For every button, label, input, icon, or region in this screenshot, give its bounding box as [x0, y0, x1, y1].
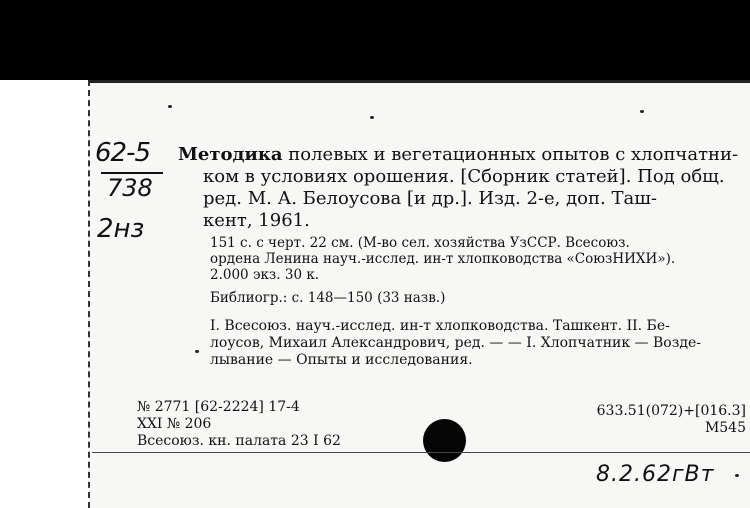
- physical-description-line: ордена Ленина науч.-исслед. ин-т хлопководства «СоюзНИХИ»).: [210, 251, 676, 267]
- card-fold-line: [92, 452, 750, 453]
- scan-background-top: [0, 0, 750, 80]
- title-block: [178, 144, 738, 232]
- title-line-text: полевых и вегетационных опытов с хлопчатни-: [282, 144, 739, 165]
- tracing-line: лывание — Опыты и исследования.: [210, 352, 473, 368]
- scan-speck: [168, 105, 172, 108]
- physical-description-line: 2.000 экз. 30 к.: [210, 267, 320, 283]
- physical-description: [210, 235, 745, 283]
- tracing-line: I. Всесоюз. науч.-исслед. ин-т хлопководства. Ташкент. II. Бе-: [210, 318, 670, 334]
- registration-block: [137, 399, 341, 450]
- shelfmark-cutter-number: 738: [107, 174, 153, 202]
- physical-description-line: 151 с. с черт. 22 см. (М-во сел. хозяйства УзССР. Всесоюз.: [210, 235, 630, 251]
- tracing-line: лоусов, Михаил Александрович, ред. — — I. Хлопчатник — Возде-: [210, 335, 701, 351]
- udc-index: 633.51(072)+[016.3]: [596, 403, 746, 419]
- scan-speck: [640, 110, 644, 113]
- classification-block: [597, 403, 746, 437]
- registration-line: XXI № 206: [137, 416, 212, 432]
- title-lead-word: Методика: [178, 144, 283, 165]
- bibliography-note: Библиогр.: с. 148—150 (33 назв.): [210, 290, 446, 306]
- scan-margin-left: [0, 80, 88, 505]
- scan-speck: [195, 350, 199, 353]
- handwritten-date: 8.2.62гВт: [596, 462, 715, 487]
- title-line: ком в условиях орошения. [Сборник статей]. Под общ.: [203, 166, 725, 187]
- tracings: [210, 318, 745, 369]
- registration-line: Всесоюз. кн. палата 23 I 62: [137, 433, 341, 449]
- registration-line: № 2771 [62-2224] 17-4: [137, 399, 300, 415]
- title-line: ред. М. А. Белоусова [и др.]. Изд. 2-е, доп. Таш-: [203, 188, 658, 209]
- author-sign: М545: [704, 420, 746, 436]
- punch-hole: [423, 419, 466, 462]
- title-line: кент, 1961.: [203, 210, 310, 231]
- shelfmark-handwritten-mark: 2нз: [97, 214, 145, 244]
- scan-speck: [370, 116, 374, 119]
- title-line: [178, 144, 738, 166]
- scan-speck: [735, 474, 739, 477]
- shelfmark-classification: 62-5: [95, 138, 151, 168]
